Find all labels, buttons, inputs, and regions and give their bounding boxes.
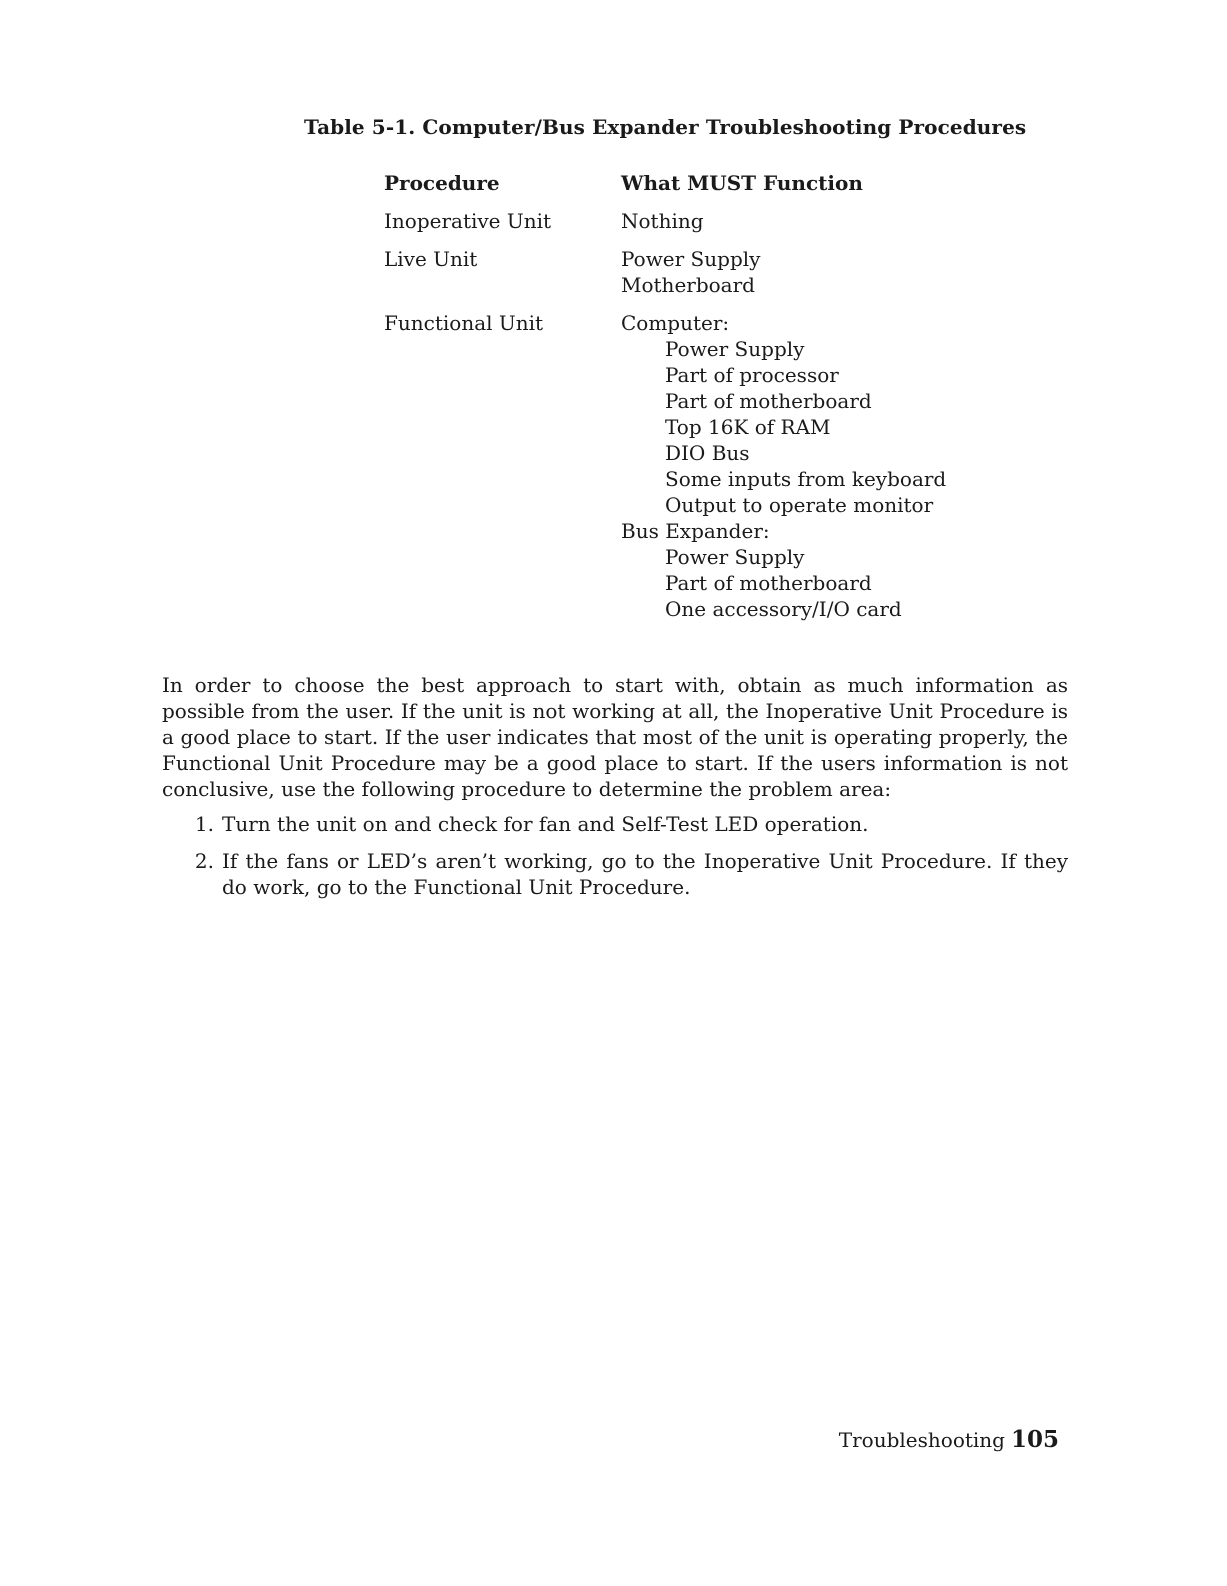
procedure-cell: Inoperative Unit	[384, 209, 552, 233]
function-line: Power Supply	[621, 247, 761, 271]
step-number: 1.	[194, 812, 214, 836]
function-line: Part of motherboard	[665, 389, 872, 413]
step-number: 2.	[194, 849, 214, 873]
troubleshooting-table	[384, 170, 1004, 634]
function-line: Part of processor	[665, 363, 839, 387]
table-title: Table 5-1. Computer/Bus Expander Troubleshooting Procedures	[304, 115, 1027, 139]
page-footer	[839, 1426, 1059, 1454]
function-line: One accessory/I/O card	[665, 597, 902, 621]
table-row	[384, 246, 1004, 298]
function-line: Motherboard	[621, 273, 755, 297]
function-cell	[621, 310, 1004, 622]
step-text: Turn the unit on and check for fan and Self-Test LED operation.	[222, 812, 869, 836]
function-line: Top 16K of RAM	[665, 415, 831, 439]
procedure-steps	[162, 811, 1068, 911]
header-what-must-function: What MUST Function	[621, 171, 863, 195]
step-text: If the fans or LED’s aren’t working, go to the Inoperative Unit Procedure. If they do work, go to the Functional Unit Procedure.	[222, 849, 1068, 899]
function-line: Part of motherboard	[665, 571, 872, 595]
function-cell	[621, 208, 1004, 234]
header-procedure: Procedure	[384, 171, 500, 195]
procedure-cell: Functional Unit	[384, 311, 544, 335]
procedure-cell: Live Unit	[384, 247, 478, 271]
function-group-heading: Computer:	[621, 311, 730, 335]
function-line: Nothing	[621, 209, 704, 233]
function-line: Output to operate monitor	[665, 493, 934, 517]
footer-section-title: Troubleshooting	[838, 1428, 1005, 1452]
table-row	[384, 310, 1004, 622]
list-item	[162, 848, 1068, 900]
function-cell	[621, 246, 1004, 298]
table-header-row	[384, 170, 1004, 208]
function-line: Power Supply	[665, 545, 805, 569]
function-line: DIO Bus	[665, 441, 750, 465]
page-number: 105	[1010, 1426, 1059, 1453]
function-line: Some inputs from keyboard	[665, 467, 947, 491]
list-item	[162, 811, 1068, 837]
function-group-heading: Bus Expander:	[621, 519, 770, 543]
body-paragraph: In order to choose the best approach to start with, obtain as much information as possible from the user. If the unit is not working at all, the Inoperative Unit Procedure is a good place to start. If the user indicates that most of the unit is operating properly, the Functional Unit Procedure may be a good place to start. If the users information is not conclusive, use the following procedure to determine the problem area:	[162, 673, 1068, 801]
function-line: Power Supply	[665, 337, 805, 361]
table-row	[384, 208, 1004, 234]
